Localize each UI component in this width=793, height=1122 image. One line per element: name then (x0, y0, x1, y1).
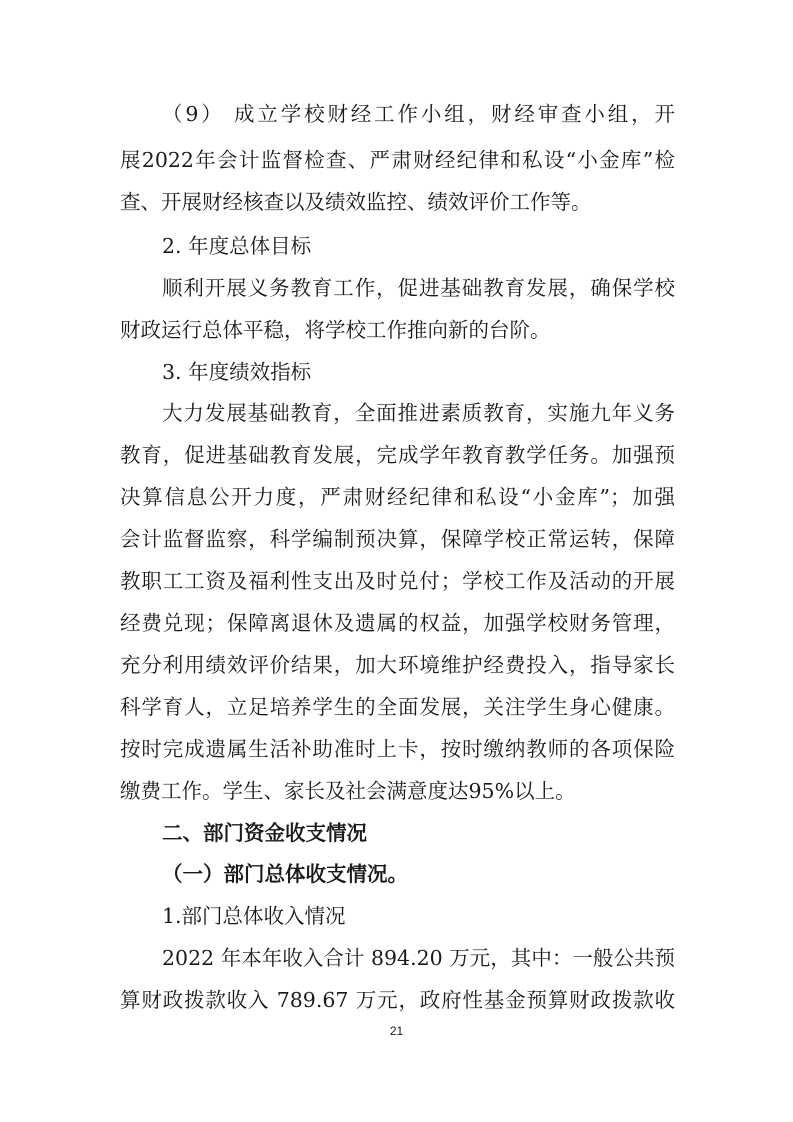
section-3-line-8: 科学育人，立足培养学生的全面发展，关注学生身心健康。 (120, 695, 675, 719)
section-2-line-2: 财政运行总体平稳，将学校工作推向新的台阶。 (120, 318, 551, 342)
page-number: 21 (389, 1024, 404, 1038)
item-1-line-1: 2022 年本年收入合计 894.20 万元，其中：一般公共预 (162, 946, 675, 970)
section-3-line-9: 按时完成遗属生活补助准时上卡，按时缴纳教师的各项保险 (120, 737, 675, 761)
paragraph-9-line-3: 查、开展财经核查以及绩效监控、绩效评价工作等。 (120, 190, 592, 214)
section-2-heading: 2. 年度总体目标 (162, 234, 312, 258)
section-3-line-3: 决算信息公开力度，严肃财经纪律和私设“小金库”；加强 (120, 485, 675, 509)
section-3-line-10: 缴费工作。学生、家长及社会满意度达95%以上。 (120, 779, 576, 803)
paragraph-9-line-2: 展2022年会计监督检查、严肃财经纪律和私设“小金库”检 (120, 148, 675, 172)
section-3-heading: 3. 年度绩效指标 (162, 360, 312, 384)
section-3-line-4: 会计监督监察，科学编制预决算，保障学校正常运转，保障 (120, 527, 675, 551)
item-1-heading: 1.部门总体收入情况 (162, 904, 346, 928)
chapter-2-subheading: （一）部门总体收支情况。 (162, 862, 408, 886)
chapter-2-heading: 二、部门资金收支情况 (162, 821, 367, 845)
section-3-line-2: 教育，促进基础教育发展，完成学年教育教学任务。加强预 (120, 443, 675, 467)
section-3-line-1: 大力发展基础教育，全面推进素质教育，实施九年义务 (162, 401, 675, 425)
paragraph-9-line-1: （9） 成立学校财经工作小组，财经审查小组，开 (162, 102, 675, 126)
section-2-line-1: 顺利开展义务教育工作，促进基础教育发展，确保学校 (162, 276, 675, 300)
section-3-line-6: 经费兑现；保障离退休及遗属的权益，加强学校财务管理， (120, 611, 675, 635)
section-3-line-7: 充分利用绩效评价结果，加大环境维护经费投入，指导家长 (120, 653, 675, 677)
section-3-line-5: 教职工工资及福利性支出及时兑付；学校工作及活动的开展 (120, 569, 675, 593)
item-1-line-2: 算财政拨款收入 789.67 万元，政府性基金预算财政拨款收 (120, 988, 675, 1012)
